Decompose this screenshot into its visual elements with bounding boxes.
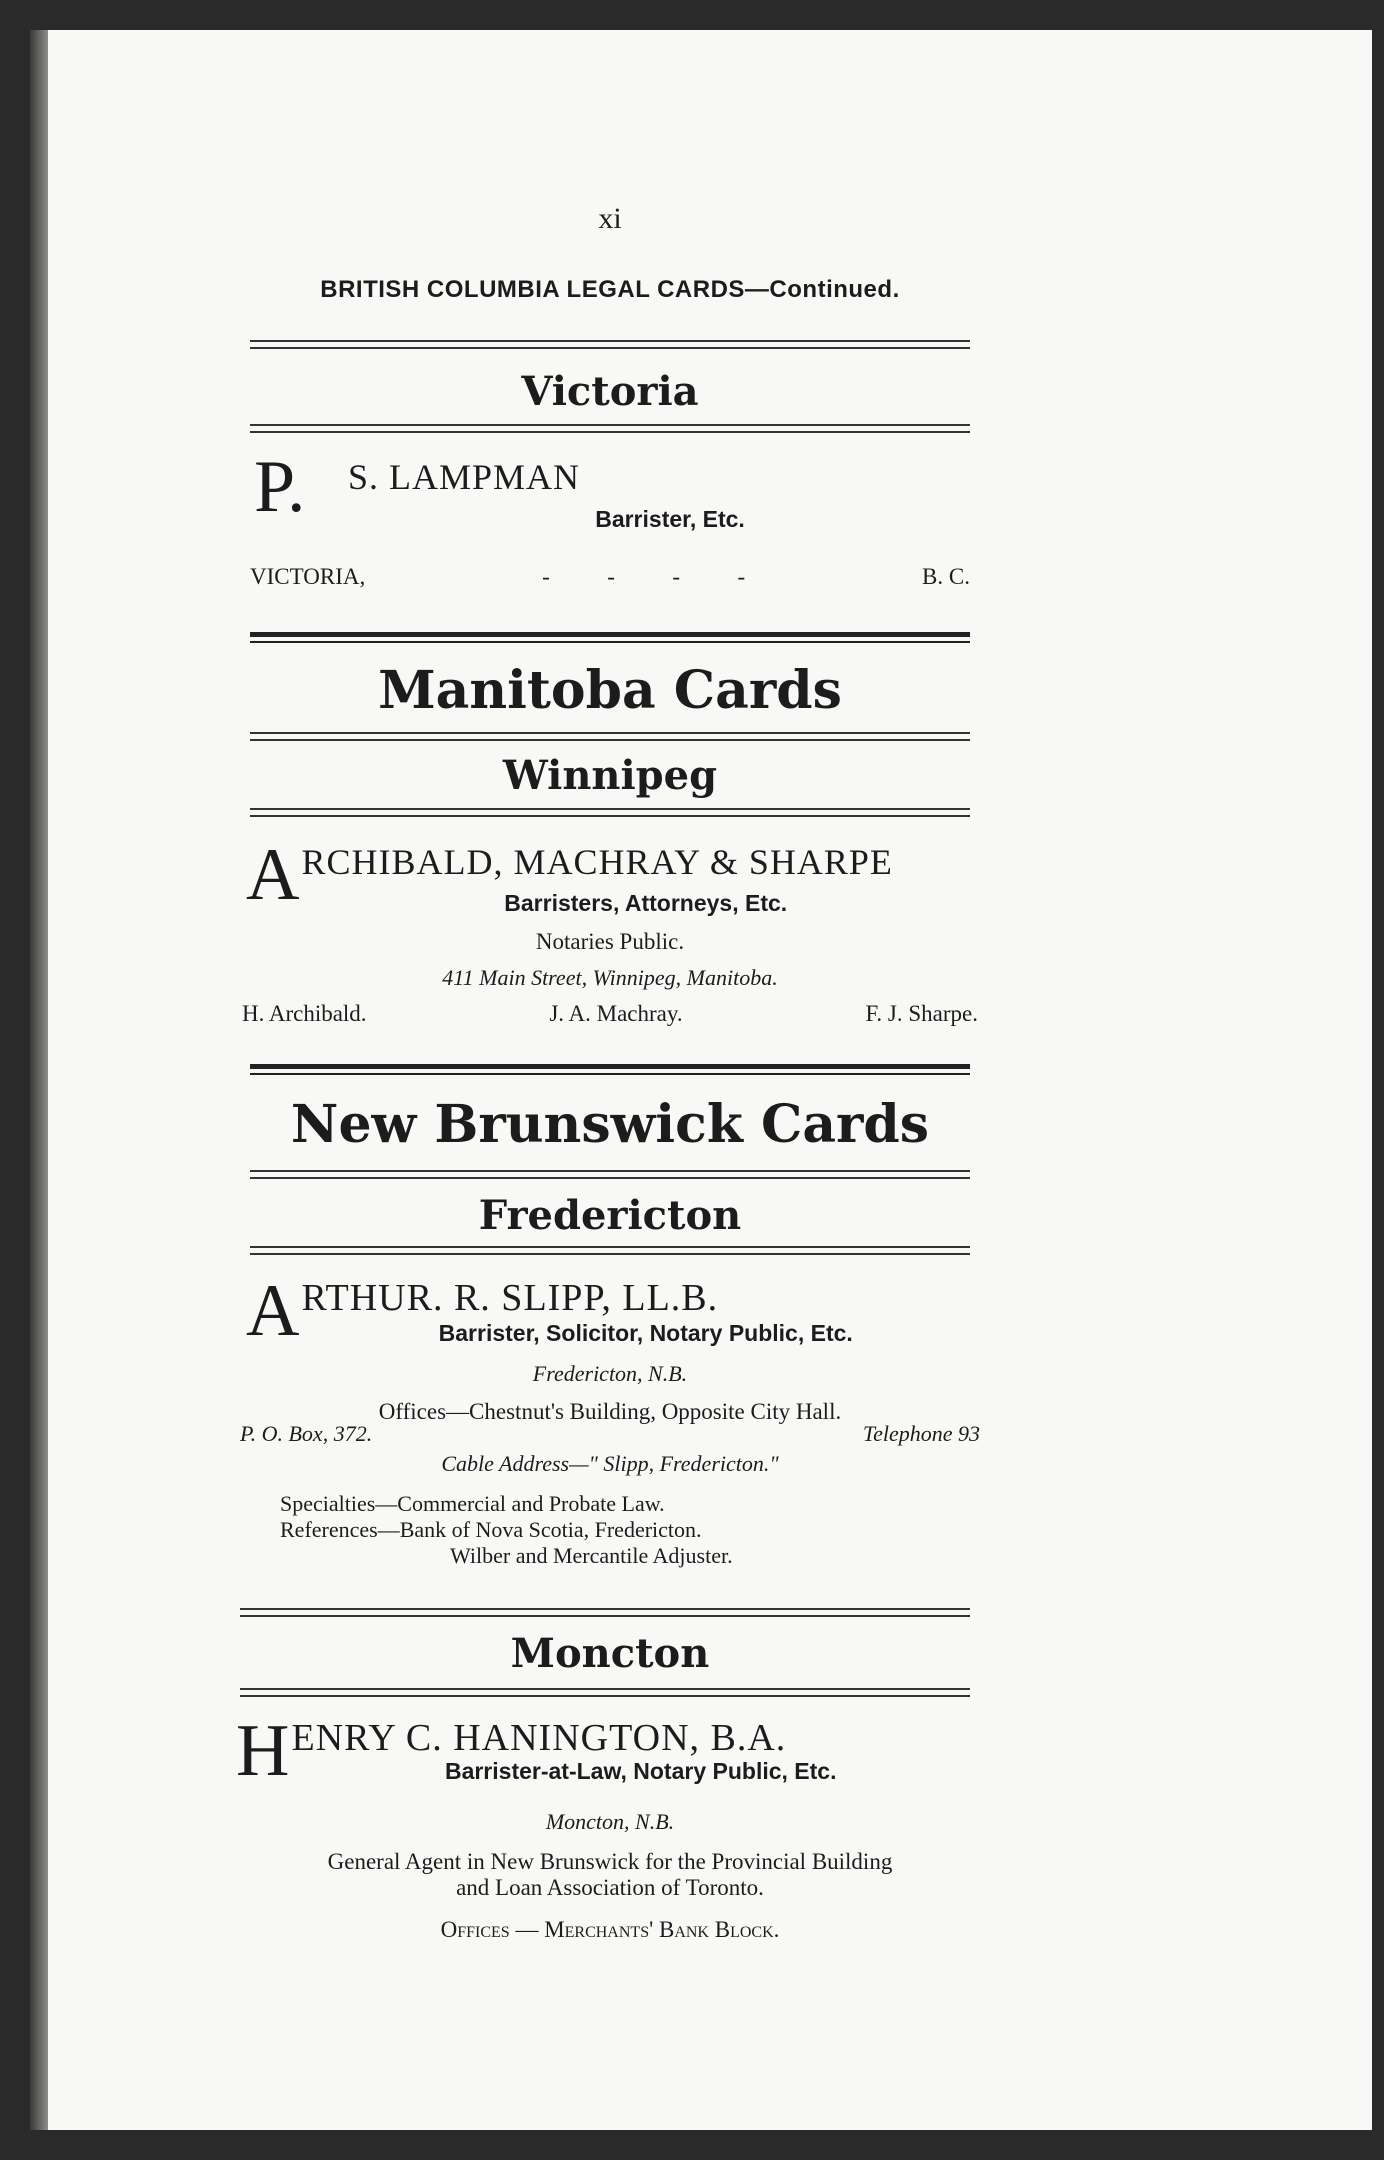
drop-initial: A [246,834,300,916]
divider-rule [240,1608,970,1617]
lawyer-city: Moncton, N.B. [545,1809,675,1834]
po-box: P. O. Box, 372. [240,1421,373,1446]
divider-rule [250,340,970,349]
lampman-card [230,446,990,532]
new-brunswick-heading: New Brunswick Cards [290,1094,930,1155]
divider-rule [240,1688,970,1697]
divider-rule [250,1170,970,1179]
drop-initial: A [246,1270,300,1352]
offices-line: Offices — Merchants' Bank Block. [440,1917,780,1942]
agent-line-2: and Loan Association of Toronto. [456,1875,764,1900]
lawyer-title: Barrister-at-Law, Notary Public, Etc. [444,1758,837,1784]
slipp-card [230,1270,990,1569]
partner-name: F. J. Sharpe. [865,1001,978,1026]
partner-name: J. A. Machray. [549,1001,683,1026]
agent-line-1: General Agent in New Brunswick for the Provincial Building [327,1849,893,1874]
firm-name: RCHIBALD, MACHRAY & SHARPE [301,842,893,882]
divider-rule [250,632,970,643]
page-number: xi [598,202,622,235]
firm-address: 411 Main Street, Winnipeg, Manitoba. [442,965,778,990]
references-line: References—Bank of Nova Scotia, Fredericton. [280,1517,702,1542]
manitoba-heading: Manitoba Cards [378,660,842,721]
partner-name: H. Archibald. [242,1001,367,1026]
cable-address: Cable Address—" Slipp, Fredericton." [441,1451,779,1476]
specialties-block [230,1491,990,1569]
telephone: Telephone 93 [862,1421,980,1446]
office-line: Offices—Chestnut's Building, Opposite City Hall. [378,1399,842,1424]
moncton-heading: Moncton [510,1630,710,1677]
leader-dashes: - - - - [542,564,746,589]
winnipeg-heading: Winnipeg [502,752,718,799]
hanington-card [230,1710,990,1943]
section-header: BRITISH COLUMBIA LEGAL CARDS—Continued. [320,276,900,303]
city: VICTORIA, [250,564,366,589]
lawyer-title: Barrister, Solicitor, Notary Public, Etc. [438,1320,853,1346]
drop-initial: H [236,1710,290,1792]
divider-rule [250,1246,970,1255]
lawyer-city: Fredericton, N.B. [532,1361,688,1386]
divider-rule [250,1064,970,1075]
references-line-2: Wilber and Mercantile Adjuster. [450,1543,733,1568]
specialties-line: Specialties—Commercial and Probate Law. [280,1491,665,1516]
province: B. C. [922,564,970,589]
divider-rule [250,424,970,433]
partner-list [230,1001,990,1027]
firm-title: Barristers, Attorneys, Etc. [504,890,788,916]
divider-rule [250,732,970,741]
victoria-heading: Victoria [521,368,699,415]
archibald-card [230,834,990,1027]
divider-rule [250,808,970,817]
lawyer-name: S. LAMPMAN [348,457,581,497]
drop-initial: P. [254,446,306,528]
lawyer-title: Barrister, Etc. [595,506,745,532]
lawyer-name: ENRY C. HANINGTON, B.A. [291,1717,787,1759]
notaries-line: Notaries Public. [535,929,685,954]
lampman-address [230,564,990,590]
lawyer-name: RTHUR. R. SLIPP, LL.B. [301,1277,719,1319]
fredericton-heading: Fredericton [478,1192,742,1239]
